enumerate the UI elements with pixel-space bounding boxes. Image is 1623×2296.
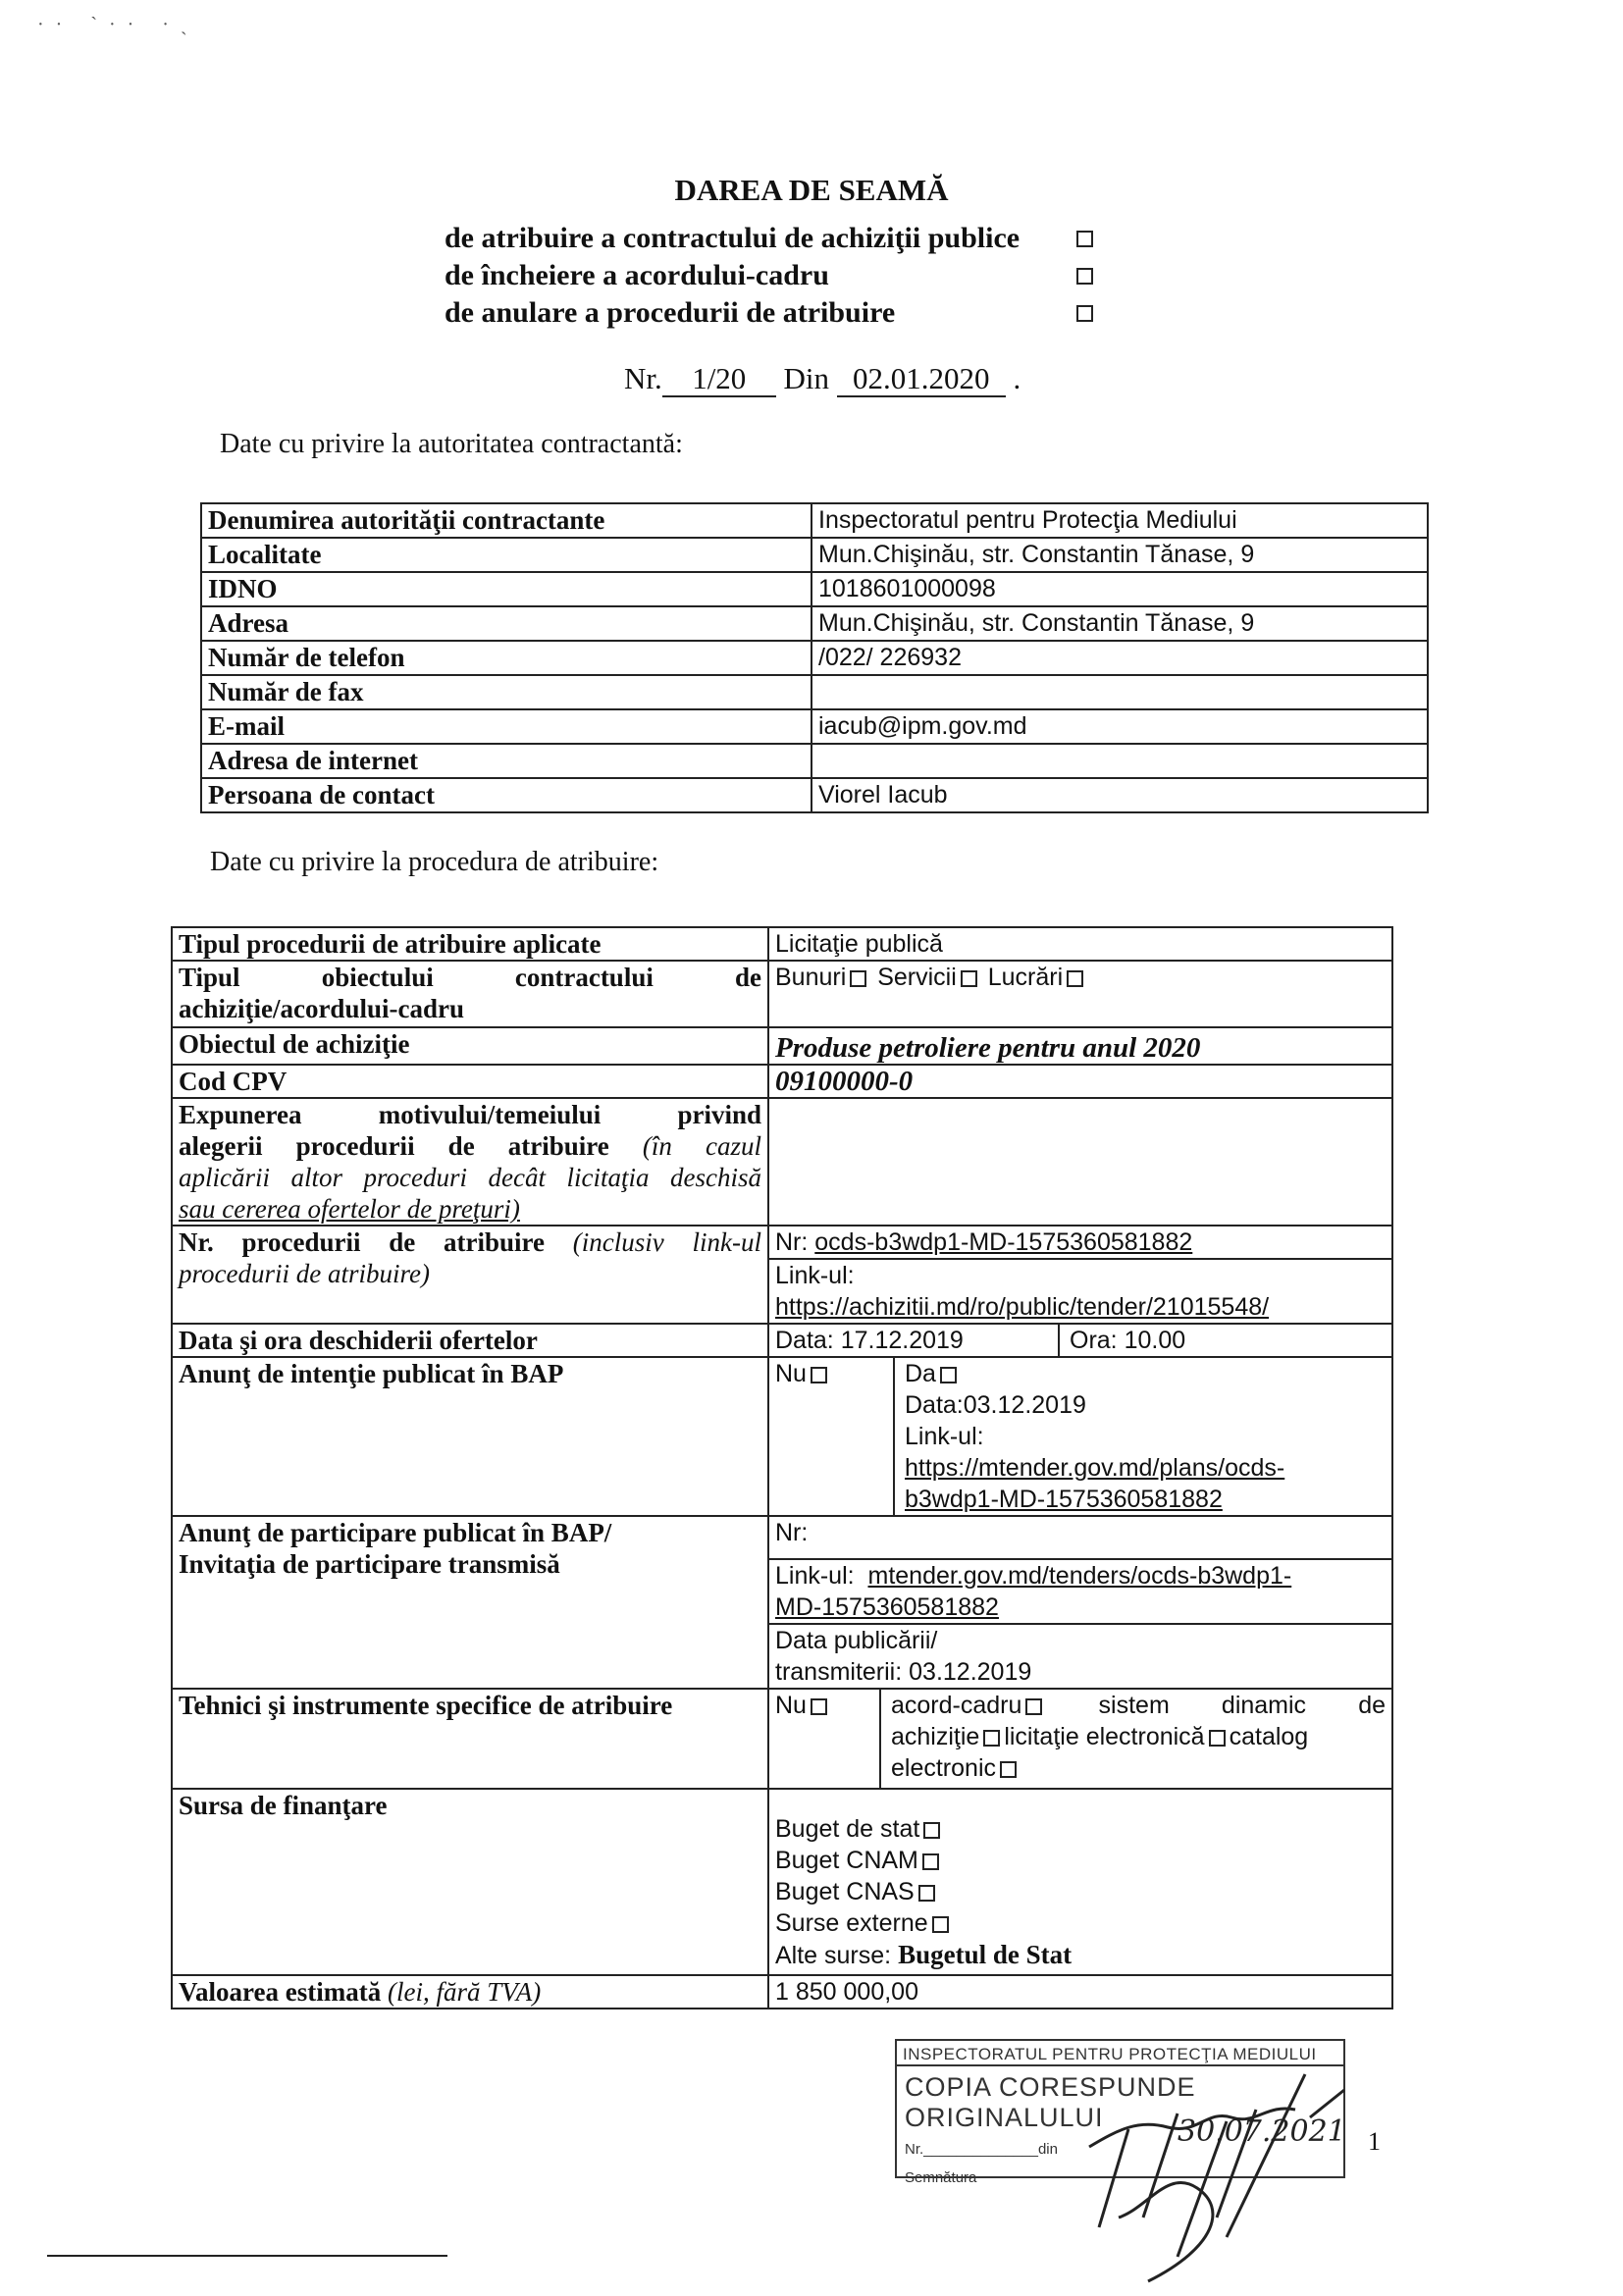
- authority-heading: Date cu privire la autoritatea contractantă:: [220, 429, 683, 459]
- funding-option-label: Buget de stat: [775, 1815, 920, 1843]
- procedure-number-cell: [768, 1226, 1392, 1324]
- participation-label-line: Anunţ de participare publicat în BAP/: [179, 1518, 612, 1547]
- techniques-nu-label: Nu: [775, 1692, 807, 1719]
- procedure-number-label: [172, 1226, 768, 1324]
- technique-catalog: catalog: [1229, 1723, 1309, 1750]
- checkbox-bunuri[interactable]: [850, 970, 866, 987]
- intention-da-label: Da: [905, 1360, 936, 1387]
- intention-label: Anunţ de intenţie publicat în BAP: [172, 1357, 768, 1516]
- checkbox-cnam[interactable]: [922, 1853, 939, 1870]
- table-row: [201, 503, 1428, 538]
- opening-date: Data: 17.12.2019: [769, 1325, 1059, 1356]
- funding-option: [775, 1813, 1386, 1845]
- object-value-cell: [768, 1027, 1392, 1065]
- funding-other-value: Bugetul de Stat: [898, 1940, 1073, 1969]
- authority-field-label: Localitate: [201, 538, 812, 572]
- option-bunuri: Bunuri: [775, 964, 847, 991]
- checkbox-cnas[interactable]: [918, 1885, 935, 1902]
- object-type-label-line: Tipul obiectului contractului de: [179, 963, 761, 992]
- checkbox-sistem-dinamic[interactable]: [983, 1730, 1000, 1747]
- din-label: Din: [783, 361, 829, 395]
- table-row: [172, 1357, 1392, 1516]
- authority-field-label: Denumirea autorităţii contractante: [201, 503, 812, 538]
- justification-bold: alegerii procedurii de atribuire: [179, 1131, 609, 1161]
- procedure-heading: Date cu privire la procedura de atribuire:: [210, 847, 659, 877]
- table-row: [172, 1516, 1392, 1689]
- estimated-value-label: [172, 1975, 768, 2009]
- checkbox-atribuire[interactable]: [1076, 231, 1093, 247]
- authority-field-label: Adresa de internet: [201, 744, 812, 778]
- procedure-link-label: Link-ul:: [769, 1258, 1391, 1291]
- nr-value: 1/20: [662, 363, 776, 397]
- techniques-line: [891, 1690, 1386, 1721]
- justification-italic: (în cazul: [642, 1131, 761, 1161]
- report-type-anulare: [445, 294, 1097, 332]
- intention-da: [894, 1358, 1391, 1515]
- authority-field-label: Număr de fax: [201, 675, 812, 709]
- participation-cell: [768, 1516, 1392, 1689]
- authority-field-value: /022/ 226932: [812, 641, 1428, 675]
- intention-link-cont[interactable]: b3wdp1-MD-1575360581882: [905, 1486, 1223, 1513]
- technique-sistem: sistem dinamic de: [1098, 1692, 1386, 1719]
- intention-inner: [769, 1358, 1391, 1515]
- procedure-number-line: [775, 1226, 1386, 1258]
- procedure-type-value: Licitaţie publică: [768, 927, 1392, 961]
- justification-line: sau cererea ofertelor de preţuri): [179, 1194, 520, 1224]
- funding-option-label: Buget CNAS: [775, 1878, 915, 1905]
- checkbox-intention-da[interactable]: [940, 1367, 957, 1383]
- table-row: [201, 572, 1428, 606]
- procedure-number-prefix: Nr:: [775, 1228, 815, 1256]
- checkbox-catalog-electronic[interactable]: [1000, 1761, 1017, 1778]
- authority-field-value: Mun.Chişinău, str. Constantin Tănase, 9: [812, 538, 1428, 572]
- participation-link[interactable]: mtender.gov.md/tenders/ocds-b3wdp1-: [867, 1562, 1292, 1590]
- authority-field-value: Inspectoratul pentru Protecţia Mediului: [812, 503, 1428, 538]
- authority-field-label: IDNO: [201, 572, 812, 606]
- table-row: [201, 778, 1428, 812]
- opening-cell: [768, 1324, 1392, 1357]
- table-row: [172, 1226, 1392, 1324]
- page-number: 1: [1368, 2127, 1381, 2156]
- techniques-options: [880, 1690, 1391, 1788]
- procedure-number-italic: (inclusiv link-ul: [572, 1227, 762, 1257]
- stamp-nr-line: Nr.______________din: [905, 2141, 1058, 2158]
- report-type-options: [445, 220, 1097, 332]
- technique-electronic: electronic: [891, 1754, 996, 1782]
- stamp-din-label: din: [1037, 2141, 1058, 2158]
- techniques-inner: [769, 1690, 1391, 1788]
- participation-nr: Nr:: [775, 1519, 809, 1546]
- authority-field-value: iacub@ipm.gov.md: [812, 709, 1428, 744]
- participation-pub-label: Data publicării/: [769, 1623, 1391, 1656]
- procedure-number-label-line: [179, 1226, 761, 1258]
- checkbox-buget-stat[interactable]: [923, 1822, 940, 1839]
- funding-other-label: Alte surse:: [775, 1942, 899, 1969]
- object-type-options: [768, 961, 1392, 1027]
- techniques-nu: [769, 1690, 880, 1788]
- scan-specks: ·· ˋ·· ·ˏ: [37, 14, 199, 35]
- justification-line: aplicării altor proceduri decât licitaţia deschisă: [179, 1163, 761, 1192]
- techniques-cell: [768, 1689, 1392, 1789]
- cpv-value-cell: [768, 1065, 1392, 1098]
- option-lucrari: Lucrări: [987, 964, 1064, 991]
- handwritten-signature: [1060, 2070, 1384, 2296]
- estimated-value: 1 850 000,00: [768, 1975, 1392, 2009]
- opening-label: Data şi ora deschiderii ofertelor: [172, 1324, 768, 1357]
- authority-table: [200, 502, 1429, 813]
- technique-acord: acord-cadru: [891, 1692, 1022, 1719]
- participation-link-line: [769, 1558, 1391, 1592]
- intention-cell: [768, 1357, 1392, 1516]
- procedure-type-label: Tipul procedurii de atribuire aplicate: [172, 927, 768, 961]
- report-type-acord: [445, 257, 1097, 294]
- din-value: 02.01.2020: [837, 363, 1006, 397]
- technique-licitatie: licitaţie electronică: [1004, 1723, 1205, 1750]
- authority-field-value: [812, 744, 1428, 778]
- procedure-number-label-line: procedurii de atribuire): [179, 1259, 430, 1288]
- funding-other: [775, 1939, 1386, 1971]
- cpv-value: 09100000-0: [775, 1066, 914, 1097]
- table-row: [201, 675, 1428, 709]
- estimated-value-bold: Valoarea estimată: [179, 1977, 382, 2007]
- table-row: [201, 641, 1428, 675]
- funding-option: [775, 1845, 1386, 1876]
- techniques-line: [891, 1752, 1386, 1784]
- procedure-link[interactable]: https://achizitii.md/ro/public/tender/21015548/: [775, 1293, 1270, 1321]
- table-row: [172, 1689, 1392, 1789]
- techniques-label: Tehnici şi instrumente specifice de atribuire: [172, 1689, 768, 1789]
- justification-value: [768, 1098, 1392, 1226]
- table-row: [172, 1065, 1392, 1098]
- techniques-line: [891, 1721, 1386, 1752]
- authority-field-label: Adresa: [201, 606, 812, 641]
- technique-achizitie: achiziţie: [891, 1723, 980, 1750]
- table-row: [172, 1975, 1392, 2009]
- authority-field-value: 1018601000098: [812, 572, 1428, 606]
- justification-line-mixed: [179, 1130, 761, 1162]
- participation-label-line: Invitaţia de participare transmisă: [179, 1549, 560, 1579]
- report-type-atribuire: [445, 220, 1097, 257]
- intention-link[interactable]: https://mtender.gov.md/plans/ocds-: [905, 1454, 1285, 1482]
- stamp-handwritten-date: 30.07.2021: [1178, 2114, 1346, 2149]
- table-row: [201, 538, 1428, 572]
- intention-da-line: [905, 1358, 1391, 1389]
- funding-option: [775, 1876, 1386, 1907]
- table-row: [201, 709, 1428, 744]
- procedure-table: [171, 926, 1393, 2009]
- din-suffix: .: [1013, 361, 1021, 395]
- checkbox-lucrari[interactable]: [1067, 970, 1083, 987]
- checkbox-acord[interactable]: [1076, 268, 1093, 285]
- object-type-label: [172, 961, 768, 1027]
- checkbox-anulare[interactable]: [1076, 305, 1093, 322]
- checkbox-surse-externe[interactable]: [932, 1916, 949, 1933]
- procedure-number-bold: Nr. procedurii de atribuire: [179, 1227, 546, 1257]
- intention-nu: [769, 1358, 894, 1515]
- justification-label: [172, 1098, 768, 1226]
- checkbox-servicii[interactable]: [961, 970, 977, 987]
- stamp-institution: INSPECTORATUL PENTRU PROTECŢIA MEDIULUI: [897, 2041, 1343, 2066]
- funding-label: Sursa de finanţare: [172, 1789, 768, 1975]
- funding-option-label: Buget CNAM: [775, 1847, 918, 1874]
- table-row: [172, 1789, 1392, 1975]
- intention-nu-label: Nu: [775, 1360, 807, 1387]
- report-type-label: de încheiere a acordului-cadru: [445, 259, 829, 291]
- object-type-label-line: achiziţie/acordului-cadru: [179, 994, 464, 1023]
- intention-date: Data:03.12.2019: [905, 1391, 1086, 1419]
- checkbox-licitatie-electronica[interactable]: [1209, 1730, 1226, 1747]
- justification-line: Expunerea motivului/temeiului privind: [179, 1100, 761, 1129]
- table-row: [201, 606, 1428, 641]
- nr-label: Nr.: [624, 361, 662, 395]
- intention-link-label: Link-ul:: [905, 1423, 984, 1450]
- checkbox-techniques-nu[interactable]: [811, 1698, 827, 1715]
- object-label: Obiectul de achiziţie: [172, 1027, 768, 1065]
- opening-inner: [769, 1325, 1391, 1356]
- document-title: DAREA DE SEAMĂ: [674, 173, 949, 207]
- stamp-signature-label: Semnătura: [905, 2169, 977, 2186]
- option-servicii: Servicii: [877, 964, 957, 991]
- authority-field-label: Număr de telefon: [201, 641, 812, 675]
- funding-options: [768, 1789, 1392, 1975]
- procedure-number-value: ocds-b3wdp1-MD-1575360581882: [814, 1228, 1193, 1256]
- report-number-line: [624, 361, 1021, 397]
- authority-field-value: Mun.Chişinău, str. Constantin Tănase, 9: [812, 606, 1428, 641]
- report-type-label: de anulare a procedurii de atribuire: [445, 296, 896, 329]
- authority-field-label: E-mail: [201, 709, 812, 744]
- funding-option-label: Surse externe: [775, 1909, 928, 1937]
- cpv-label: Cod CPV: [172, 1065, 768, 1098]
- table-row: [172, 961, 1392, 1027]
- table-row: [172, 1098, 1392, 1226]
- estimated-value-italic: (lei, fără TVA): [387, 1977, 542, 2007]
- checkbox-intention-nu[interactable]: [811, 1367, 827, 1383]
- stamp-certification: COPIA CORESPUNDE ORIGINALULUI: [905, 2072, 1196, 2132]
- participation-pub-value: transmiterii: 03.12.2019: [775, 1658, 1032, 1686]
- object-value: Produse petroliere pentru anul 2020: [775, 1032, 1201, 1064]
- stamp-nr-label: Nr.: [905, 2141, 924, 2158]
- opening-time: Ora: 10.00: [1070, 1327, 1186, 1354]
- checkbox-acord-cadru[interactable]: [1025, 1698, 1042, 1715]
- table-row: [172, 927, 1392, 961]
- funding-option: [775, 1907, 1386, 1939]
- report-type-label: de atribuire a contractului de achiziţii publice: [445, 222, 1021, 254]
- authority-field-value: [812, 675, 1428, 709]
- participation-label: [172, 1516, 768, 1689]
- table-row: [172, 1324, 1392, 1357]
- footer-rule: [47, 2255, 447, 2257]
- authority-field-value: Viorel Iacub: [812, 778, 1428, 812]
- participation-link-cont[interactable]: MD-1575360581882: [775, 1593, 999, 1621]
- table-row: [201, 744, 1428, 778]
- participation-link-label: Link-ul:: [775, 1562, 855, 1590]
- authority-field-label: Persoana de contact: [201, 778, 812, 812]
- table-row: [172, 1027, 1392, 1065]
